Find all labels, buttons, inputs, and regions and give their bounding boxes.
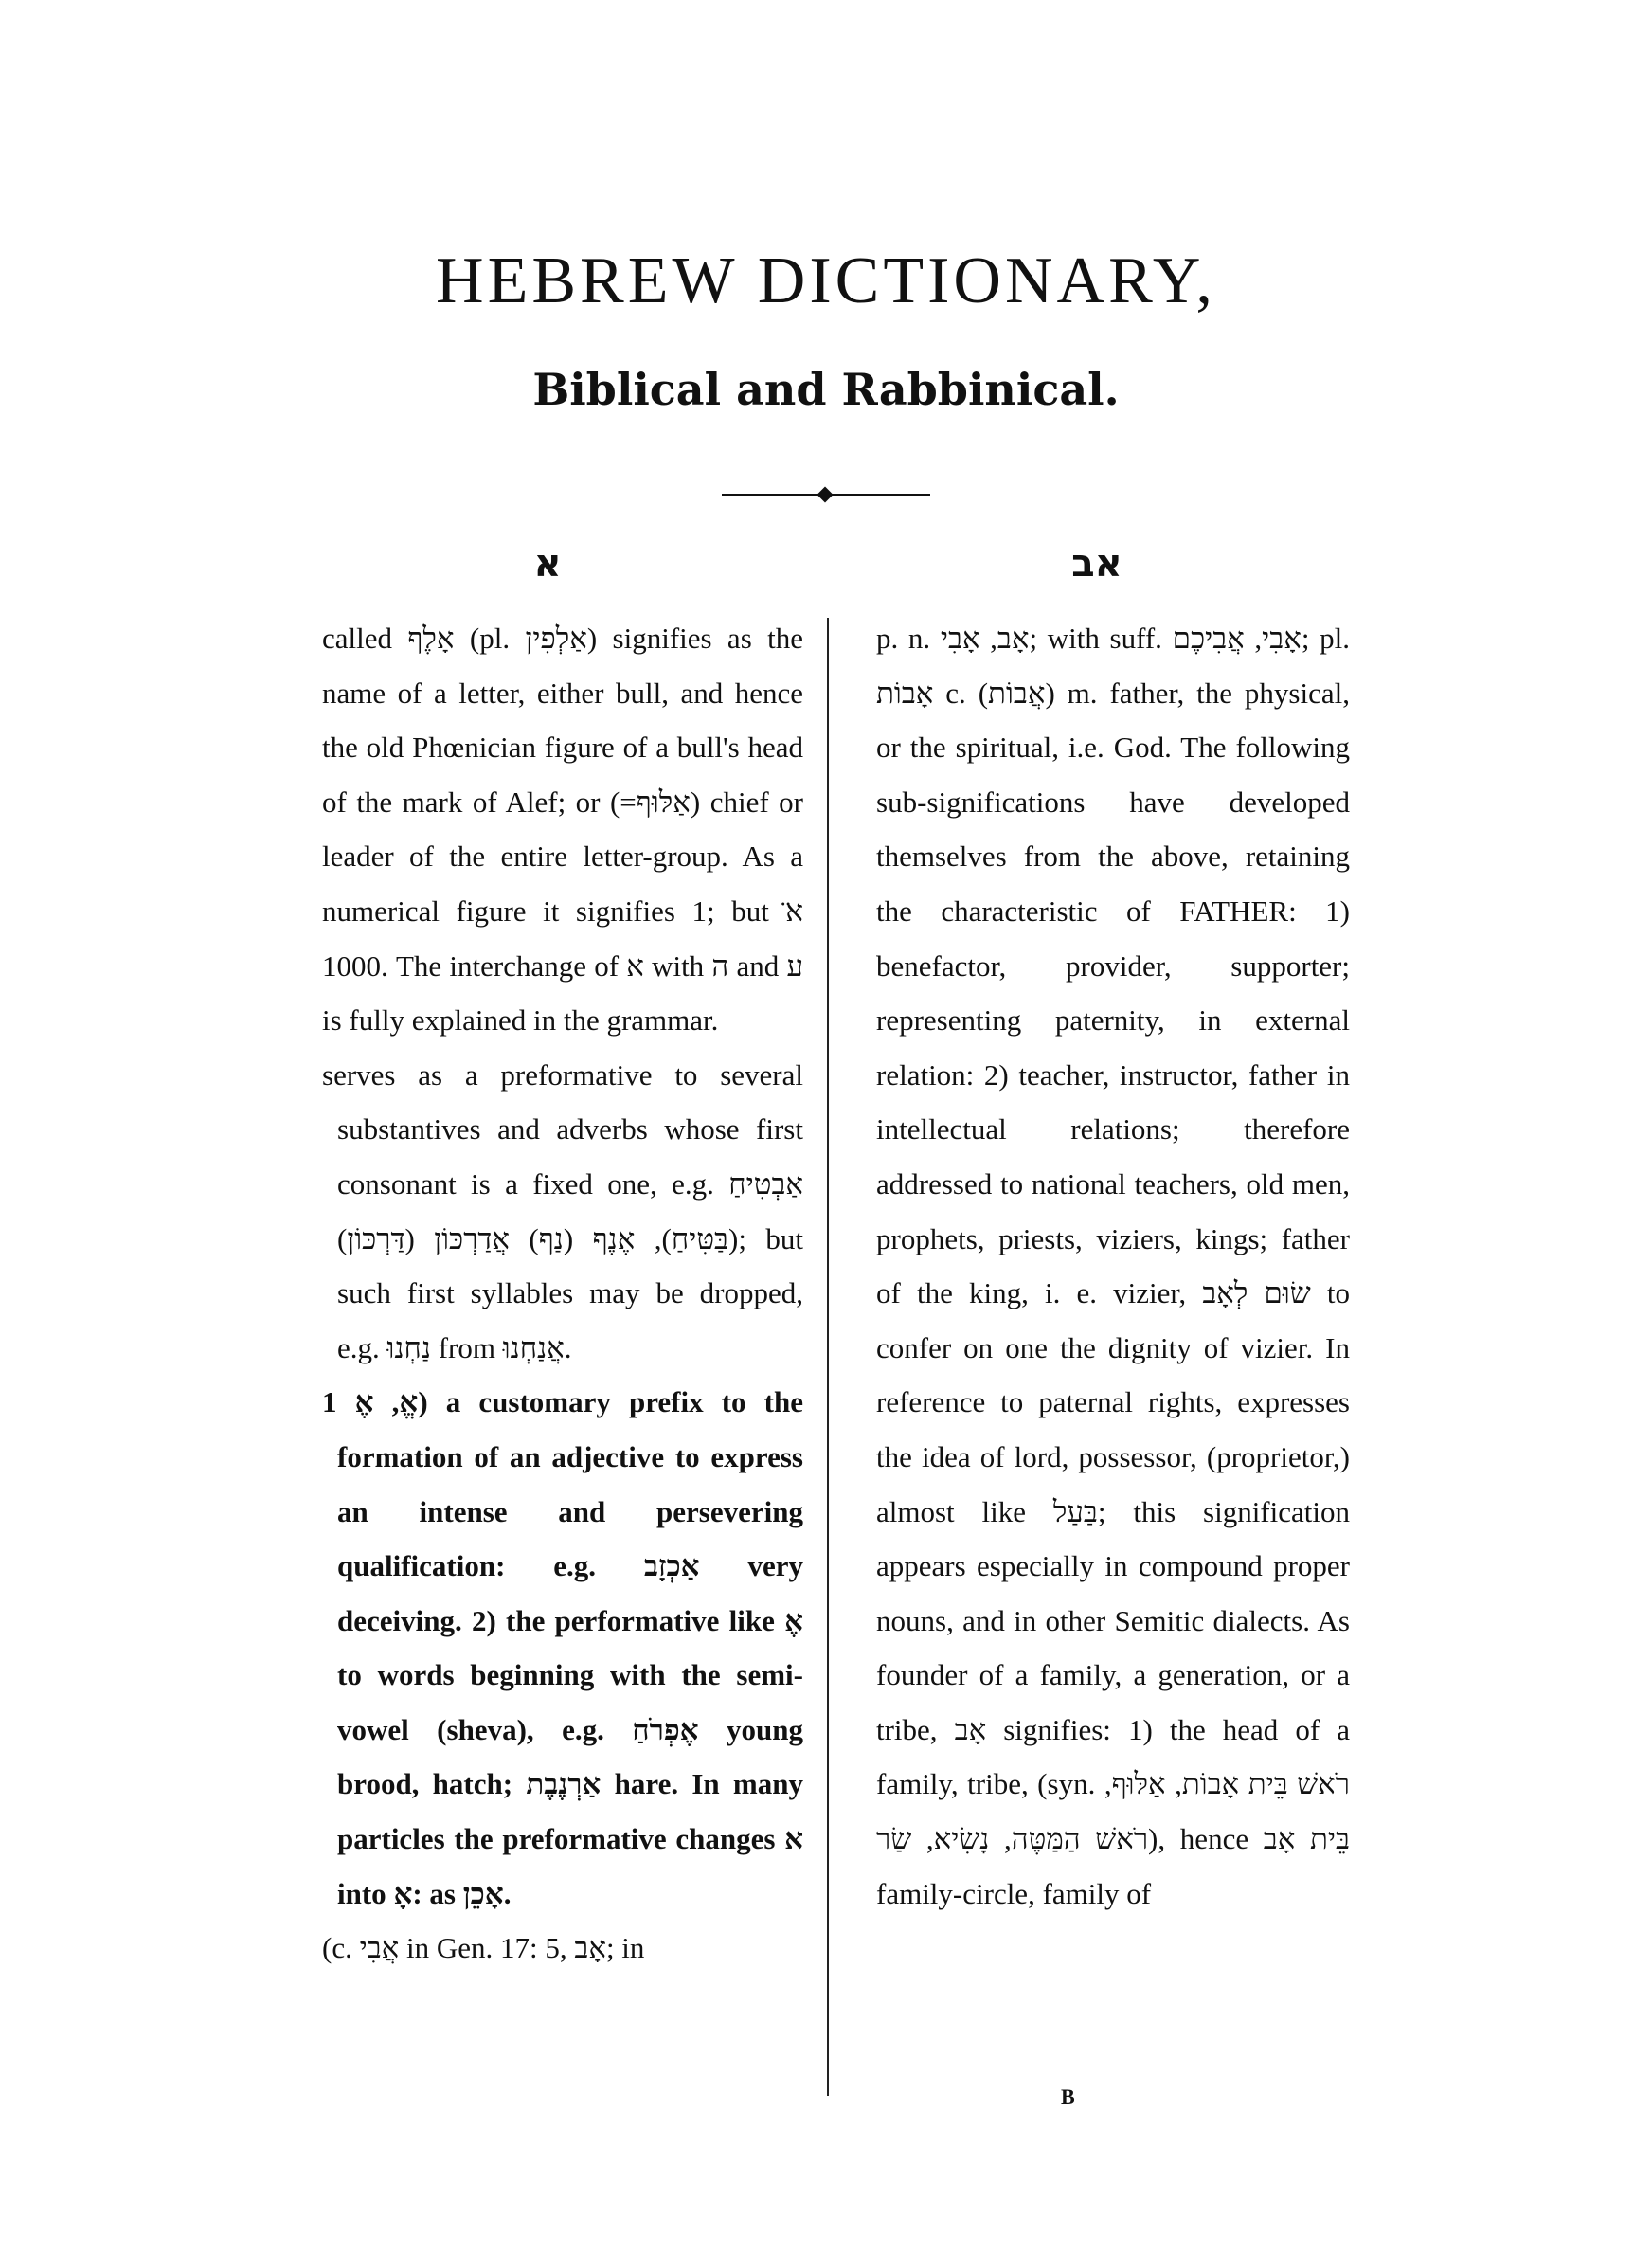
signature-mark: B	[1061, 2085, 1075, 2108]
entry-paragraph: serves as a preformative to several substantives and adverbs whose first consonant is a fixed one, e.g. אַבְטִיחַ (בַּטִּיחַ), אֶנֶף (נַף) אֲדַרְכּוֹן (דַּרְכּוֹן); but such first syllables may be dropped, e.g. נַחְנוּ from אֲנַחְנוּ.	[322, 1057, 803, 1364]
entry-paragraph: אֱ, אֶ 1) a customary prefix to the formation of an adjective to express an intense and persevering qualification: e.g. אַכְזָב very deceiving. 2) the performative like אֶ to words beginning with the semi-vowel (sheva), e.g. אֶפְרֹחַ young brood, hatch; אַרְנֶבֶת hare. In many particles the preformative changes א into אָ: as אָכֵן.	[322, 1385, 804, 1910]
page-subtitle: Biblical and Rabbinical.	[532, 364, 1120, 415]
right-column	[876, 611, 1350, 1921]
column-divider	[827, 618, 829, 2096]
ornamental-rule	[722, 488, 930, 501]
entry-paragraph: called אָלֶף (pl. אַלְפִין) signifies as the name of a letter, either bull, and hence the old Phœnician figure of a bull's head of the mark of Alef; or (=אַלּוּף) chief or leader of the entire letter-group. As a numerical figure it signifies 1; but א̈ 1000. The interchange of א with ה and ע is fully explained in the grammar.	[322, 622, 803, 1038]
left-column	[322, 611, 803, 1976]
page-title: HEBREW DICTIONARY,	[436, 244, 1216, 317]
entry-paragraph: (c. אֲבִי in Gen. 17: 5, אָב; in	[322, 1931, 645, 1965]
diamond-icon	[817, 487, 834, 503]
left-column-heading: א	[533, 542, 562, 586]
right-column-heading: אב	[1071, 542, 1122, 586]
entry-paragraph: p. n. אָב, אָבִי; with suff. אָבִי, אֲבִיכֶם; pl. אָבוֹת c. (אֲבוֹת) m. father, the physical, or the spiritual, i.e. God. The following sub-significations have developed themselves from the above, retaining the characteristic of FATHER: 1) benefactor, provider, supporter; representing paternity, in external relation: 2) teacher, instructor, father in intellectual relations; therefore addressed to national teachers, old men, prophets, priests, viziers, kings; father of the king, i. e. vizier, שׂוּם לְאָב to confer on one the dignity of vizier. In reference to paternal rights, expresses the idea of lord, possessor, (proprietor,) almost like בַּעַל; this signification appears especially in compound proper nouns, and in other Semitic dialects. As founder of a family, a generation, or a tribe, אָב signifies: 1) the head of a family, tribe, (syn. רֹאשׁ בֵּית אָבוֹת, אַלּוּף, רֹאשׁ הַמַּטֶּה, נָשִׂיא, שַׂר), hence בֵּית אָב family-circle, family of	[876, 622, 1350, 1910]
